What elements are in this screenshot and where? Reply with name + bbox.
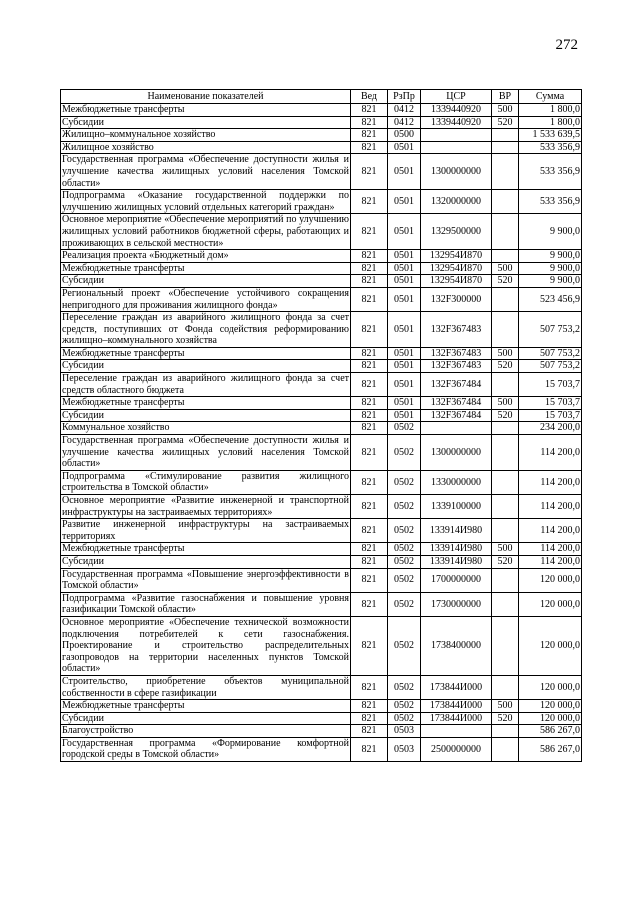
cell-vr: 520 bbox=[492, 360, 519, 373]
cell-csr: 1329500000 bbox=[421, 214, 492, 250]
table-row bbox=[61, 347, 582, 360]
table-row bbox=[61, 214, 582, 250]
cell-name: Основное мероприятие «Развитие инженерной и транспортной инфраструктуры на застраиваемых территориях» bbox=[62, 495, 349, 518]
cell-csr: 2500000000 bbox=[421, 737, 492, 761]
cell-sum: 15 703,7 bbox=[519, 397, 582, 410]
cell-ved: 821 bbox=[351, 470, 388, 494]
table-row bbox=[61, 262, 582, 275]
cell-sum: 120 000,0 bbox=[519, 675, 582, 699]
cell-name: Подпрограмма «Оказание государственной поддержки по улучшению жилищных условий отдельных категорий граждан» bbox=[62, 190, 349, 213]
cell-vr bbox=[492, 214, 519, 250]
cell-name: Жилищное хозяйство bbox=[61, 141, 351, 154]
cell-name: Развитие инженерной инфраструктуры на застраиваемых территориях bbox=[62, 519, 349, 542]
table-row bbox=[61, 568, 582, 592]
cell-sum: 114 200,0 bbox=[519, 543, 582, 556]
cell-rzpr: 0501 bbox=[388, 141, 421, 154]
cell-csr: 132954И870 bbox=[421, 250, 492, 263]
cell-sum: 120 000,0 bbox=[519, 712, 582, 725]
table-row bbox=[61, 409, 582, 422]
cell-sum: 15 703,7 bbox=[519, 409, 582, 422]
cell-name: Субсидии bbox=[61, 116, 351, 129]
cell-ved: 821 bbox=[351, 737, 388, 761]
cell-name: Субсидии bbox=[61, 360, 351, 373]
cell-rzpr: 0502 bbox=[388, 470, 421, 494]
cell-vr: 520 bbox=[492, 116, 519, 129]
cell-ved: 821 bbox=[351, 543, 388, 556]
cell-ved: 821 bbox=[351, 104, 388, 117]
cell-ved: 821 bbox=[351, 712, 388, 725]
cell-sum: 9 900,0 bbox=[519, 275, 582, 288]
cell-ved: 821 bbox=[351, 592, 388, 616]
cell-vr: 520 bbox=[492, 712, 519, 725]
cell-rzpr: 0501 bbox=[388, 347, 421, 360]
cell-sum: 523 456,9 bbox=[519, 287, 582, 311]
cell-csr: 1339100000 bbox=[421, 495, 492, 519]
cell-rzpr: 0501 bbox=[388, 154, 421, 190]
table-row bbox=[61, 519, 582, 543]
table-row bbox=[61, 190, 582, 214]
cell-vr: 520 bbox=[492, 555, 519, 568]
cell-ved: 821 bbox=[351, 214, 388, 250]
cell-csr: 173844И000 bbox=[421, 712, 492, 725]
table-row bbox=[61, 470, 582, 494]
cell-vr bbox=[492, 287, 519, 311]
cell-sum: 114 200,0 bbox=[519, 470, 582, 494]
cell-csr: 132F367483 bbox=[421, 312, 492, 348]
table-row bbox=[61, 616, 582, 675]
table-row bbox=[61, 675, 582, 699]
table-row bbox=[61, 712, 582, 725]
cell-ved: 821 bbox=[351, 287, 388, 311]
cell-vr bbox=[492, 568, 519, 592]
cell-ved: 821 bbox=[351, 190, 388, 214]
cell-vr: 520 bbox=[492, 275, 519, 288]
cell-rzpr: 0502 bbox=[388, 435, 421, 471]
cell-rzpr: 0502 bbox=[388, 592, 421, 616]
cell-vr bbox=[492, 373, 519, 397]
cell-csr: 132F367484 bbox=[421, 373, 492, 397]
cell-name: Государственная программа «Формирование комфортной городской среды в Томской области» bbox=[62, 737, 349, 761]
cell-vr: 500 bbox=[492, 543, 519, 556]
table-row bbox=[61, 435, 582, 471]
column-header-sum: Сумма bbox=[519, 90, 582, 104]
cell-rzpr: 0501 bbox=[388, 262, 421, 275]
table-row bbox=[61, 543, 582, 556]
table-row bbox=[61, 312, 582, 348]
cell-name: Подпрограмма «Стимулирование развития жилищного строительства в Томской области» bbox=[62, 470, 349, 494]
cell-csr: 1320000000 bbox=[421, 190, 492, 214]
cell-rzpr: 0501 bbox=[388, 312, 421, 348]
cell-sum: 114 200,0 bbox=[519, 435, 582, 471]
cell-vr bbox=[492, 737, 519, 761]
cell-vr bbox=[492, 154, 519, 190]
cell-vr bbox=[492, 519, 519, 543]
cell-sum: 507 753,2 bbox=[519, 360, 582, 373]
table-row bbox=[61, 373, 582, 397]
cell-name: Субсидии bbox=[61, 712, 351, 725]
cell-vr bbox=[492, 616, 519, 675]
table-row bbox=[61, 275, 582, 288]
cell-csr: 133914И980 bbox=[421, 543, 492, 556]
cell-sum: 9 900,0 bbox=[519, 250, 582, 263]
cell-vr bbox=[492, 312, 519, 348]
cell-sum: 507 753,2 bbox=[519, 312, 582, 348]
cell-ved: 821 bbox=[351, 435, 388, 471]
cell-ved: 821 bbox=[351, 725, 388, 738]
cell-ved: 821 bbox=[351, 519, 388, 543]
cell-csr bbox=[421, 141, 492, 154]
cell-vr bbox=[492, 470, 519, 494]
cell-rzpr: 0501 bbox=[388, 250, 421, 263]
cell-rzpr: 0501 bbox=[388, 214, 421, 250]
cell-sum: 1 800,0 bbox=[519, 104, 582, 117]
cell-vr bbox=[492, 592, 519, 616]
cell-vr: 500 bbox=[492, 262, 519, 275]
table-row bbox=[61, 104, 582, 117]
cell-ved: 821 bbox=[351, 360, 388, 373]
cell-rzpr: 0501 bbox=[388, 360, 421, 373]
cell-csr: 132F300000 bbox=[421, 287, 492, 311]
table-body bbox=[61, 104, 582, 762]
cell-name: Субсидии bbox=[61, 555, 351, 568]
cell-name: Межбюджетные трансферты bbox=[61, 262, 351, 275]
cell-sum: 586 267,0 bbox=[519, 725, 582, 738]
cell-sum: 586 267,0 bbox=[519, 737, 582, 761]
cell-name: Строительство, приобретение объектов муниципальной собственности в сфере газификации bbox=[62, 675, 349, 699]
column-header-vr: ВР bbox=[492, 90, 519, 104]
cell-rzpr: 0502 bbox=[388, 700, 421, 713]
cell-rzpr: 0502 bbox=[388, 519, 421, 543]
table-row bbox=[61, 737, 582, 761]
cell-vr bbox=[492, 141, 519, 154]
cell-rzpr: 0500 bbox=[388, 129, 421, 142]
cell-rzpr: 0503 bbox=[388, 737, 421, 761]
cell-ved: 821 bbox=[351, 616, 388, 675]
cell-sum: 15 703,7 bbox=[519, 373, 582, 397]
cell-csr: 1300000000 bbox=[421, 435, 492, 471]
cell-csr bbox=[421, 725, 492, 738]
table-row bbox=[61, 141, 582, 154]
cell-csr: 1330000000 bbox=[421, 470, 492, 494]
cell-vr: 500 bbox=[492, 397, 519, 410]
cell-vr bbox=[492, 675, 519, 699]
cell-vr bbox=[492, 129, 519, 142]
cell-name: Государственная программа «Обеспечение доступности жилья и улучшение качества жилищных условий населения Томской области» bbox=[62, 154, 349, 189]
cell-name: Межбюджетные трансферты bbox=[61, 700, 351, 713]
cell-sum: 120 000,0 bbox=[519, 700, 582, 713]
cell-ved: 821 bbox=[351, 312, 388, 348]
table-row bbox=[61, 397, 582, 410]
cell-name: Региональный проект «Обеспечение устойчивого сокращения непригодного для проживания жилищного фонда» bbox=[62, 287, 349, 311]
cell-csr: 1738400000 bbox=[421, 616, 492, 675]
cell-name: Благоустройство bbox=[61, 725, 351, 738]
cell-csr: 1339440920 bbox=[421, 104, 492, 117]
cell-sum: 1 800,0 bbox=[519, 116, 582, 129]
cell-vr: 500 bbox=[492, 347, 519, 360]
cell-csr: 133914И980 bbox=[421, 555, 492, 568]
cell-vr bbox=[492, 435, 519, 471]
cell-csr: 133914И980 bbox=[421, 519, 492, 543]
cell-name: Основное мероприятие «Обеспечение технической возможности подключения потребителей к сети газоснабжения. Проектирование и строительство распределительных газопроводов на территории населенных пунктов Томской области» bbox=[62, 616, 349, 675]
table-row bbox=[61, 360, 582, 373]
cell-csr bbox=[421, 129, 492, 142]
table-row bbox=[61, 700, 582, 713]
cell-name: Субсидии bbox=[61, 409, 351, 422]
cell-vr bbox=[492, 190, 519, 214]
cell-sum: 533 356,9 bbox=[519, 154, 582, 190]
table-row bbox=[61, 592, 582, 616]
cell-vr bbox=[492, 422, 519, 435]
cell-name: Государственная программа «Обеспечение доступности жилья и улучшение качества жилищных условий населения Томской области» bbox=[62, 435, 349, 470]
cell-csr: 1730000000 bbox=[421, 592, 492, 616]
cell-vr bbox=[492, 250, 519, 263]
cell-name: Межбюджетные трансферты bbox=[61, 543, 351, 556]
cell-ved: 821 bbox=[351, 397, 388, 410]
cell-sum: 533 356,9 bbox=[519, 141, 582, 154]
cell-csr: 1300000000 bbox=[421, 154, 492, 190]
cell-rzpr: 0502 bbox=[388, 616, 421, 675]
table-row bbox=[61, 129, 582, 142]
cell-rzpr: 0502 bbox=[388, 543, 421, 556]
cell-csr: 132F367484 bbox=[421, 397, 492, 410]
cell-rzpr: 0502 bbox=[388, 495, 421, 519]
cell-ved: 821 bbox=[351, 675, 388, 699]
column-header-rzpr: РзПр bbox=[388, 90, 421, 104]
cell-rzpr: 0501 bbox=[388, 287, 421, 311]
cell-ved: 821 bbox=[351, 347, 388, 360]
cell-rzpr: 0502 bbox=[388, 568, 421, 592]
cell-ved: 821 bbox=[351, 373, 388, 397]
cell-ved: 821 bbox=[351, 422, 388, 435]
cell-rzpr: 0412 bbox=[388, 104, 421, 117]
cell-rzpr: 0501 bbox=[388, 275, 421, 288]
cell-ved: 821 bbox=[351, 129, 388, 142]
cell-ved: 821 bbox=[351, 141, 388, 154]
table-row bbox=[61, 287, 582, 311]
cell-sum: 120 000,0 bbox=[519, 592, 582, 616]
table-row bbox=[61, 555, 582, 568]
cell-ved: 821 bbox=[351, 568, 388, 592]
cell-sum: 120 000,0 bbox=[519, 568, 582, 592]
cell-ved: 821 bbox=[351, 495, 388, 519]
cell-rzpr: 0501 bbox=[388, 373, 421, 397]
cell-rzpr: 0502 bbox=[388, 675, 421, 699]
cell-csr: 132F367483 bbox=[421, 360, 492, 373]
cell-csr: 1339440920 bbox=[421, 116, 492, 129]
cell-name: Жилищно–коммунальное хозяйство bbox=[61, 129, 351, 142]
cell-csr: 132F367483 bbox=[421, 347, 492, 360]
cell-csr: 1700000000 bbox=[421, 568, 492, 592]
cell-csr: 132954И870 bbox=[421, 262, 492, 275]
column-header-name: Наименование показателей bbox=[61, 90, 351, 104]
cell-rzpr: 0503 bbox=[388, 725, 421, 738]
cell-vr: 500 bbox=[492, 700, 519, 713]
cell-name: Подпрограмма «Развитие газоснабжения и повышение уровня газификации Томской области» bbox=[62, 592, 349, 616]
cell-sum: 120 000,0 bbox=[519, 616, 582, 675]
cell-ved: 821 bbox=[351, 409, 388, 422]
cell-vr bbox=[492, 725, 519, 738]
cell-name: Основное мероприятие «Обеспечение мероприятий по улучшению жилищных условий работников бюджетной сферы, работающих и проживающих в сельской местности» bbox=[62, 214, 349, 249]
cell-name: Переселение граждан из аварийного жилищного фонда за счет средств, поступивших от Фонда содействия реформированию жилищно–коммунального хозяйства bbox=[62, 312, 349, 347]
cell-sum: 114 200,0 bbox=[519, 519, 582, 543]
cell-sum: 9 900,0 bbox=[519, 214, 582, 250]
cell-sum: 533 356,9 bbox=[519, 190, 582, 214]
column-header-csr: ЦСР bbox=[421, 90, 492, 104]
cell-csr: 173844И000 bbox=[421, 700, 492, 713]
cell-name: Субсидии bbox=[61, 275, 351, 288]
cell-ved: 821 bbox=[351, 250, 388, 263]
column-header-ved: Вед bbox=[351, 90, 388, 104]
cell-rzpr: 0502 bbox=[388, 555, 421, 568]
cell-name: Переселение граждан из аварийного жилищного фонда за счет средств областного бюджета bbox=[62, 373, 349, 396]
cell-ved: 821 bbox=[351, 154, 388, 190]
table-row bbox=[61, 725, 582, 738]
page-number: 272 bbox=[555, 37, 578, 53]
cell-csr bbox=[421, 422, 492, 435]
cell-name: Государственная программа «Повышение энергоэффективности в Томской области» bbox=[62, 568, 349, 592]
cell-ved: 821 bbox=[351, 116, 388, 129]
cell-rzpr: 0501 bbox=[388, 190, 421, 214]
cell-rzpr: 0501 bbox=[388, 397, 421, 410]
cell-sum: 114 200,0 bbox=[519, 555, 582, 568]
table-row bbox=[61, 495, 582, 519]
cell-sum: 114 200,0 bbox=[519, 495, 582, 519]
cell-sum: 1 533 639,5 bbox=[519, 129, 582, 142]
cell-rzpr: 0502 bbox=[388, 422, 421, 435]
cell-csr: 173844И000 bbox=[421, 675, 492, 699]
table-row bbox=[61, 116, 582, 129]
cell-csr: 132954И870 bbox=[421, 275, 492, 288]
table-row bbox=[61, 154, 582, 190]
cell-name: Реализация проекта «Бюджетный дом» bbox=[61, 250, 351, 263]
cell-name: Межбюджетные трансферты bbox=[61, 347, 351, 360]
cell-ved: 821 bbox=[351, 275, 388, 288]
cell-ved: 821 bbox=[351, 262, 388, 275]
cell-csr: 132F367484 bbox=[421, 409, 492, 422]
table-row bbox=[61, 422, 582, 435]
cell-name: Межбюджетные трансферты bbox=[61, 397, 351, 410]
cell-rzpr: 0412 bbox=[388, 116, 421, 129]
cell-rzpr: 0502 bbox=[388, 712, 421, 725]
table-row bbox=[61, 250, 582, 263]
cell-name: Коммунальное хозяйство bbox=[61, 422, 351, 435]
cell-ved: 821 bbox=[351, 555, 388, 568]
cell-sum: 507 753,2 bbox=[519, 347, 582, 360]
cell-vr: 500 bbox=[492, 104, 519, 117]
cell-sum: 9 900,0 bbox=[519, 262, 582, 275]
cell-vr bbox=[492, 495, 519, 519]
cell-ved: 821 bbox=[351, 700, 388, 713]
cell-rzpr: 0501 bbox=[388, 409, 421, 422]
cell-name: Межбюджетные трансферты bbox=[61, 104, 351, 117]
cell-vr: 520 bbox=[492, 409, 519, 422]
table-header-row bbox=[61, 90, 582, 104]
budget-table bbox=[60, 89, 582, 762]
cell-sum: 234 200,0 bbox=[519, 422, 582, 435]
